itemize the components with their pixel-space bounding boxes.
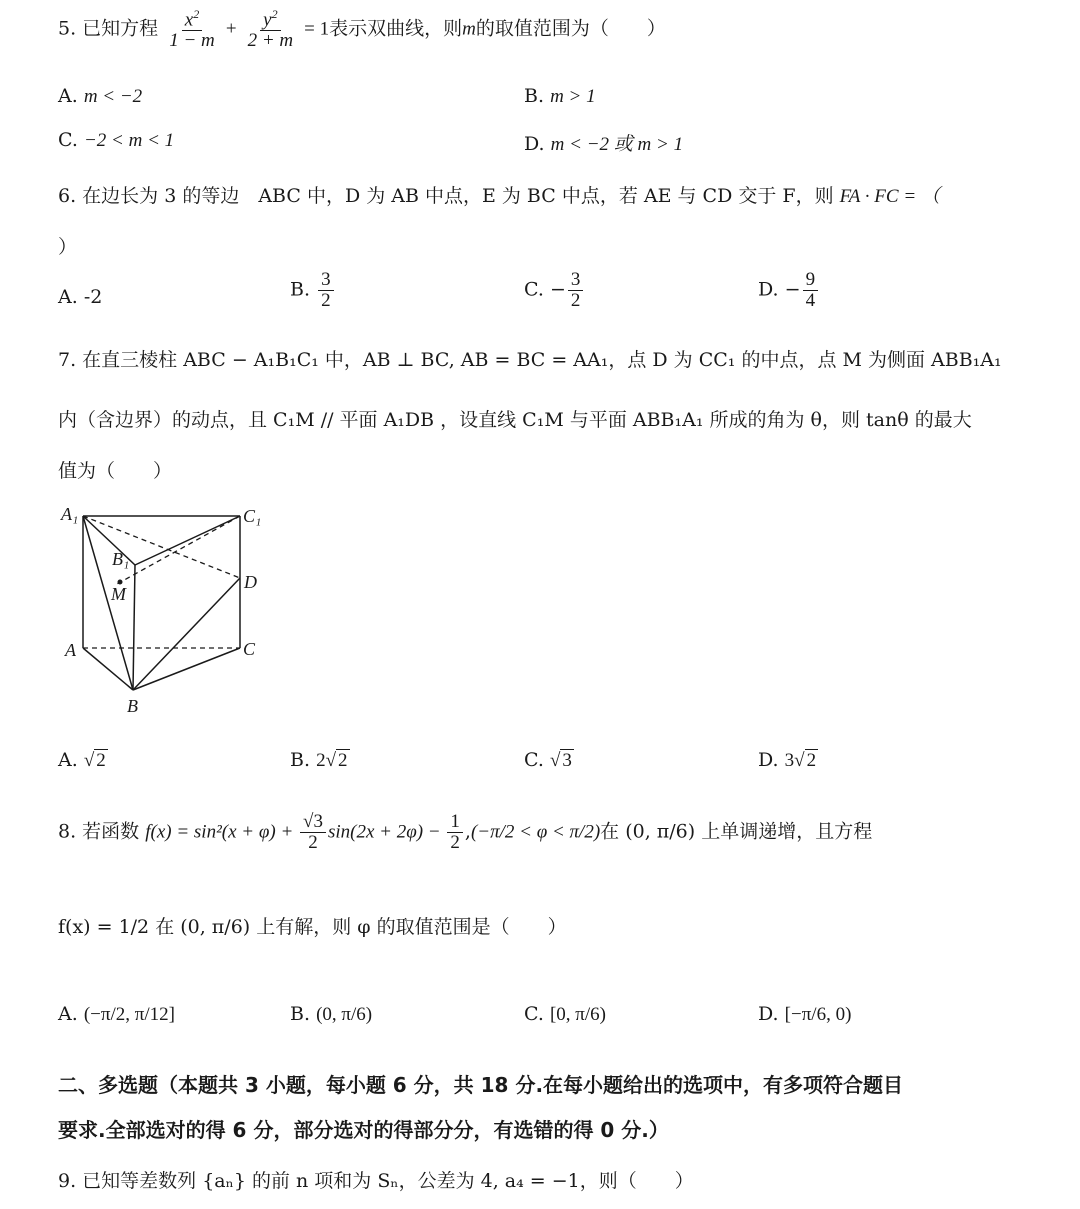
q6-option-b[interactable]: B. $\frac{3}{2}$	[290, 270, 336, 311]
q8-option-d[interactable]: D. [−π/6, 0)	[758, 1003, 852, 1025]
q5-frac2: $\frac{y^2}{2 + m}$	[247, 7, 294, 52]
q8-stem-line1: 8. 若函数 f(x) = sin²(x + φ) + $\frac{√3}{2}$ sin(2x + 2φ) − $\frac{1}{2}$ ,(−π/2 < φ < π/2)在 (0, π/6) 上单调递增，且方程	[58, 811, 873, 853]
label-m: M	[111, 584, 126, 604]
q8-option-b[interactable]: B. (0, π/6)	[290, 1003, 373, 1025]
label-c1: C₁	[243, 506, 262, 526]
label-d: D	[244, 572, 257, 592]
q7-stem-line1: 7. 在直三棱柱 ABC − A₁B₁C₁ 中，AB ⊥ BC, AB = BC = AA₁，点 D 为 CC₁ 的中点，点 M 为侧面 ABB₁A₁	[58, 349, 1002, 371]
label-a1: A₁	[61, 504, 79, 524]
q6-option-a[interactable]: A. -2	[58, 286, 103, 308]
q5-frac1: $\frac{x^2}{1 - m}$	[169, 7, 215, 52]
q7-option-a[interactable]: A. √ 2	[58, 749, 106, 771]
q7-option-b[interactable]: B. 2√ 2	[290, 749, 348, 771]
q7-option-d[interactable]: D. 3√ 2	[758, 749, 817, 771]
q5-stem: 5. 已知方程 $\frac{x^2}{1 - m}$ + $\frac{y^2}{2 + m}$ = 1表示双曲线，则m的取值范围为（ ）	[58, 7, 666, 52]
label-b: B	[127, 696, 138, 716]
q6-stem-close: ）	[58, 236, 78, 258]
q9-stem: 9. 已知等差数列 {aₙ} 的前 n 项和为 Sₙ，公差为 4, a₄ = −1，则（ ）	[58, 1170, 694, 1192]
q7-stem-line2: 内（含边界）的动点，且 C₁M // 平面 A₁DB ，设直线 C₁M 与平面 ABB₁A₁ 所成的角为 θ，则 tanθ 的最大	[58, 409, 972, 431]
q6-option-d[interactable]: D. − $\frac{9}{4}$	[758, 270, 820, 311]
label-a: A	[65, 640, 76, 660]
q8-option-a[interactable]: A. (−π/2, π/12]	[58, 1003, 175, 1025]
q5-option-a[interactable]: A. m < −2	[58, 85, 143, 107]
q5-option-c[interactable]: C. −2 < m < 1	[58, 129, 175, 151]
q5-option-b[interactable]: B. m > 1	[524, 85, 596, 107]
q5-option-d[interactable]: D. m < −2 或 m > 1	[524, 133, 684, 155]
q7-stem-line3: 值为（ ）	[58, 460, 173, 482]
section2-heading-line2: 要求.全部选对的得 6 分，部分选对的得部分分，有选错的得 0 分.）	[58, 1118, 669, 1142]
q7-option-c[interactable]: C. √ 3	[524, 749, 572, 771]
q8-option-c[interactable]: C. [0, π/6)	[524, 1003, 606, 1025]
label-c: C	[243, 639, 256, 659]
section2-heading-line1: 二、多选题（本题共 3 小题，每小题 6 分，共 18 分.在每小题给出的选项中，有多项符合题目	[58, 1073, 904, 1097]
label-b1: B₁	[112, 549, 130, 569]
q6-option-c[interactable]: C. − $\frac{3}{2}$	[524, 270, 585, 311]
q6-stem: 6. 在边长为 3 的等边 ABC 中，D 为 AB 中点，E 为 BC 中点，若 AE 与 CD 交于 F，则 FA · FC = （	[58, 185, 940, 207]
q8-stem-line2: f(x) = 1/2 在 (0, π/6) 上有解，则 φ 的取值范围是（ ）	[58, 916, 567, 938]
q7-prism-figure	[55, 498, 280, 723]
